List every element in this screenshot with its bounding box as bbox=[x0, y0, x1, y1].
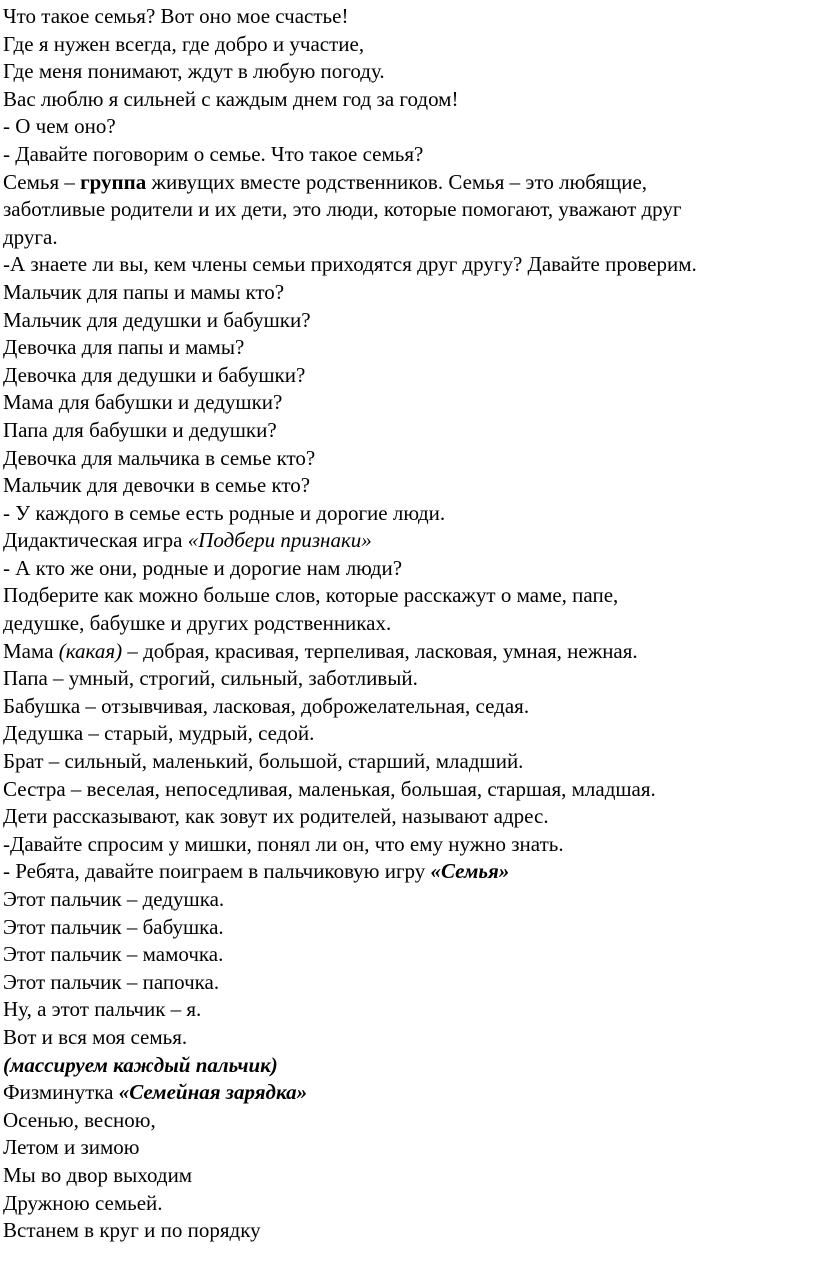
text-line bbox=[3, 1079, 813, 1107]
text-line: Девочка для мальчика в семье кто? bbox=[3, 445, 316, 470]
text-run: живущих вместе родственников. Семья – это любящие, bbox=[146, 169, 648, 194]
text-line: -Давайте спросим у мишки, понял ли он, что ему нужно знать. bbox=[3, 831, 564, 856]
text-run: Мама bbox=[3, 638, 59, 663]
text-line: - У каждого в семье есть родные и дорогие люди. bbox=[3, 500, 446, 525]
text-line: Встанем в круг и по порядку bbox=[3, 1218, 261, 1243]
text-line: Этот пальчик – дедушка. bbox=[3, 887, 225, 911]
text-line: заботливые родители и их дети, это люди, которые помогают, уважают друг bbox=[3, 197, 682, 222]
document-page bbox=[3, 3, 813, 1245]
text-line: Мама для бабушки и дедушки? bbox=[3, 390, 283, 415]
bold-term: группа bbox=[80, 169, 147, 194]
text-line: Мальчик для дедушки и бабушки? bbox=[3, 307, 311, 332]
text-line: Дружною семьей. bbox=[3, 1190, 163, 1215]
text-line: Мы во двор выходим bbox=[3, 1162, 193, 1187]
text-line: Ну, а этот пальчик – я. bbox=[3, 997, 202, 1022]
text-line: Осенью, весною, bbox=[3, 1107, 156, 1132]
text-run: – добрая, красивая, терпеливая, ласковая, умная, нежная. bbox=[122, 638, 638, 663]
text-line: Дети рассказывают, как зовут их родителей, называют адрес. bbox=[3, 804, 549, 829]
game-title: «Семья» bbox=[430, 859, 510, 884]
text-line: - О чем оно? bbox=[3, 114, 116, 139]
text-line: дедушке, бабушке и других родственниках. bbox=[3, 611, 392, 636]
text-line: Этот пальчик – папочка. bbox=[3, 969, 220, 994]
text-line: Где меня понимают, ждут в любую погоду. bbox=[3, 59, 385, 84]
text-line bbox=[3, 858, 813, 886]
text-line: Этот пальчик – бабушка. bbox=[3, 914, 224, 939]
game-title: «Подбери признаки» bbox=[187, 528, 372, 553]
text-line: Летом и зимою bbox=[3, 1135, 140, 1160]
text-line: Где я нужен всегда, где добро и участие, bbox=[3, 31, 365, 56]
text-run: Дидактическая игра bbox=[3, 528, 188, 553]
text-line: Сестра – веселая, непоседливая, маленькая, большая, старшая, младшая. bbox=[3, 776, 656, 801]
instruction-note: (массируем каждый пальчик) bbox=[3, 1052, 278, 1077]
text-line: Вот и вся моя семья. bbox=[3, 1024, 188, 1049]
text-line: Бабушка – отзывчивая, ласковая, доброжелательная, седая. bbox=[3, 693, 530, 718]
text-line: - Давайте поговорим о семье. Что такое семья? bbox=[3, 141, 424, 166]
text-line: Девочка для папы и мамы? bbox=[3, 335, 245, 360]
text-line: Папа для бабушки и дедушки? bbox=[3, 417, 277, 442]
text-line: Брат – сильный, маленький, большой, старший, младший. bbox=[3, 749, 524, 774]
text-run: - Ребята, давайте поиграем в пальчиковую игру bbox=[3, 859, 431, 884]
text-line: Подберите как можно больше слов, которые расскажут о маме, папе, bbox=[3, 583, 619, 608]
text-run: Семья – bbox=[3, 169, 81, 194]
text-line: -А знаете ли вы, кем члены семьи приходятся друг другу? Давайте проверим. bbox=[3, 252, 697, 277]
text-line: Этот пальчик – мамочка. bbox=[3, 942, 224, 967]
text-line: Папа – умный, строгий, сильный, заботливый. bbox=[3, 666, 418, 691]
text-line: - А кто же они, родные и дорогие нам люди? bbox=[3, 555, 403, 580]
text-line bbox=[3, 527, 813, 555]
text-line bbox=[3, 638, 813, 666]
text-line: Вас люблю я сильней с каждым днем год за годом! bbox=[3, 86, 459, 111]
text-line: друга. bbox=[3, 224, 58, 249]
text-line bbox=[3, 1052, 813, 1080]
text-line: Что такое семья? Вот оно мое счастье! bbox=[3, 4, 349, 28]
text-line: Мальчик для девочки в семье кто? bbox=[3, 473, 311, 498]
text-line: Дедушка – старый, мудрый, седой. bbox=[3, 721, 315, 746]
text-line: Девочка для дедушки и бабушки? bbox=[3, 362, 306, 387]
italic-note: (какая) bbox=[58, 638, 123, 663]
exercise-title: «Семейная зарядка» bbox=[118, 1080, 308, 1105]
text-run: Физминутка bbox=[3, 1080, 119, 1105]
text-line: Мальчик для папы и мамы кто? bbox=[3, 279, 285, 304]
text-line bbox=[3, 169, 813, 197]
